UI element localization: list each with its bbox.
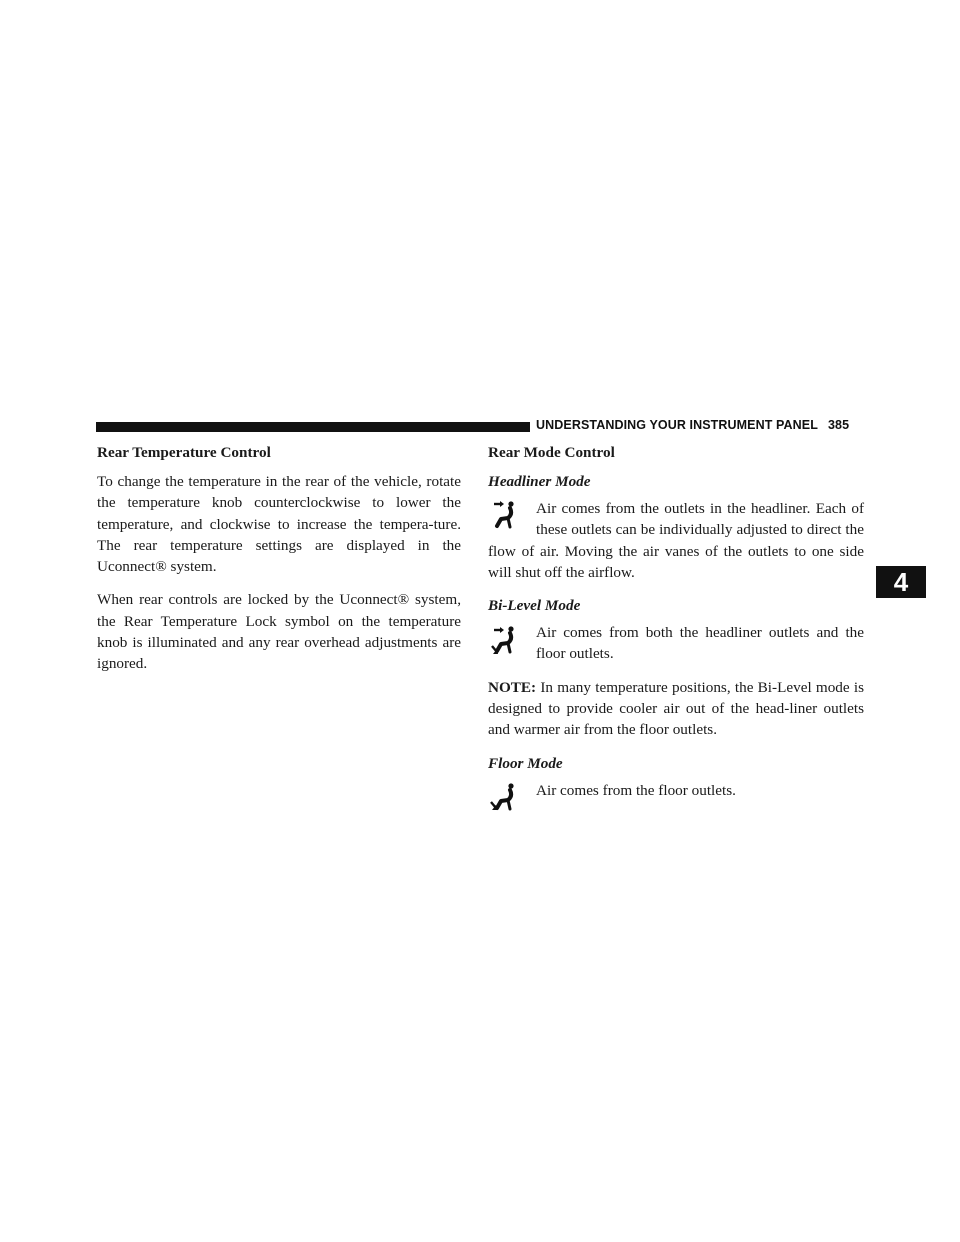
floor-mode-text: Air comes from the floor outlets. [536,781,736,799]
bilevel-mode-block [488,622,864,665]
headliner-mode-icon [488,500,528,534]
rear-temperature-paragraph-2: When rear controls are locked by the Uconnect® system, the Rear Temperature Lock symbol on the temperature knob is illuminated and any rear overhead adjustments are ignored. [97,591,461,673]
bilevel-mode-text: Air comes from both the headliner outlets and the floor outlets. [536,624,864,663]
chapter-tab[interactable]: 4 [876,566,926,598]
note-text: In many temperature positions, the Bi-Level mode is designed to provide cooler air out of the head-liner outlets and warmer air from the floor outlets. [488,678,865,739]
rear-temperature-paragraph-1: To change the temperature in the rear of the vehicle, rotate the temperature knob counterclockwise to lower the temperature, and clockwise to increase the tempera-ture. The rear temperature settings are displayed in the Uconnect® system. [97,473,461,576]
note-paragraph [488,677,864,741]
left-column [97,442,461,687]
header-rule [96,422,530,432]
section-title: UNDERSTANDING YOUR INSTRUMENT PANEL [536,418,818,432]
headliner-mode-text: Air comes from the outlets in the headliner. Each of these outlets can be individually adjusted to direct the flow of air. Moving the air vanes of the outlets to one side will shut off the airflow. [488,500,864,581]
floor-mode-icon [488,782,528,816]
page-header [536,418,866,432]
note-label: NOTE: [488,678,537,696]
right-column [488,442,864,816]
rear-mode-heading: Rear Mode Control [488,444,615,461]
bilevel-mode-icon [488,624,528,658]
floor-mode-block [488,780,864,801]
headliner-mode-title: Headliner Mode [488,473,591,490]
floor-mode-title: Floor Mode [488,754,563,772]
rear-temperature-heading: Rear Temperature Control [97,444,271,461]
page-number: 385 [827,418,850,432]
bilevel-mode-title: Bi-Level Mode [488,597,581,615]
headliner-mode-block [488,498,864,583]
